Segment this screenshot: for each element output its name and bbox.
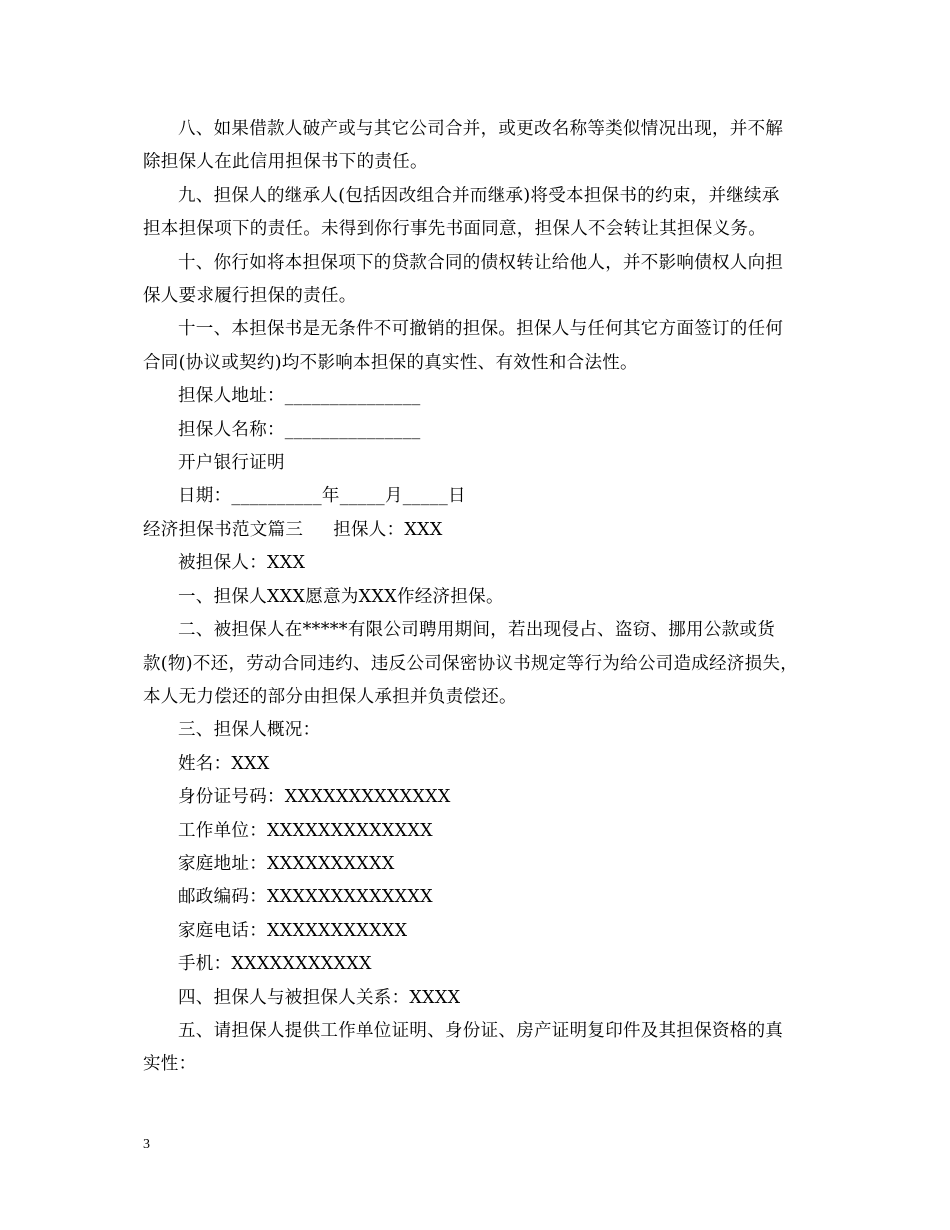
- paragraph-line: 二、被担保人在*****有限公司聘用期间，若出现侵占、盗窃、挪用公款或货: [178, 620, 776, 641]
- paragraph-line: 九、担保人的继承人(包括因改组合并而继承)将受本担保书的约束，并继续承: [178, 185, 780, 206]
- guarantor-name-field: 担保人名称：_______________: [178, 419, 421, 440]
- paragraph-line: 一、担保人XXX愿意为XXX作经济担保。: [178, 586, 504, 607]
- paragraph-line: 除担保人在此信用担保书下的责任。: [143, 152, 428, 173]
- section-heading-line: [143, 514, 813, 547]
- paragraph-line: 款(物)不还，劳动合同违约、违反公司保密协议书规定等行为给公司造成经济损失，: [143, 653, 799, 674]
- paragraph-line: 八、如果借款人破产或与其它公司合并，或更改名称等类似情况出现，并不解: [178, 119, 784, 139]
- paragraph-line: 合同(协议或契约)均不影响本担保的真实性、有效性和合法性。: [143, 352, 638, 373]
- employer-field: 工作单位：XXXXXXXXXXXXX: [178, 820, 433, 841]
- paragraph-line: 十一、本担保书是无条件不可撤销的担保。担保人与任何其它方面签订的任何: [178, 319, 784, 340]
- home-phone-field: 家庭电话：XXXXXXXXXXX: [178, 920, 408, 941]
- date-field: 日期：__________年_____月_____日: [178, 486, 466, 507]
- guaranteed-person-label: 被担保人：XXX: [178, 553, 306, 574]
- relationship-field: 四、担保人与被担保人关系：XXXX: [178, 987, 461, 1008]
- paragraph-line: 实性：: [143, 1054, 197, 1075]
- paragraph-line: 保人要求履行担保的责任。: [143, 286, 357, 307]
- id-number-field: 身份证号码：XXXXXXXXXXXXX: [178, 787, 451, 808]
- paragraph-line: 本人无力偿还的部分由担保人承担并负责偿还。: [143, 686, 517, 707]
- document-body: [143, 113, 813, 1082]
- paragraph-line: 五、请担保人提供工作单位证明、身份证、房产证明复印件及其担保资格的真: [178, 1020, 784, 1041]
- postal-code-field: 邮政编码：XXXXXXXXXXXXX: [178, 887, 433, 908]
- section-title: 经济担保书范文篇三: [143, 519, 304, 540]
- home-address-field: 家庭地址：XXXXXXXXXX: [178, 853, 395, 874]
- paragraph-line: 担本担保项下的责任。未得到你行事先书面同意，担保人不会转让其担保义务。: [143, 219, 766, 240]
- mobile-field: 手机：XXXXXXXXXXX: [178, 954, 372, 975]
- paragraph-line: 三、担保人概况：: [178, 720, 321, 741]
- name-field: 姓名：XXX: [178, 753, 270, 774]
- paragraph-line: 十、你行如将本担保项下的贷款合同的债权转让给他人，并不影响债权人向担: [178, 252, 784, 273]
- guarantor-address-field: 担保人地址：_______________: [178, 386, 421, 407]
- guarantor-label: 担保人：XXX: [333, 519, 443, 540]
- page-number: 3: [143, 1137, 150, 1152]
- bank-certificate-label: 开户银行证明: [178, 453, 285, 474]
